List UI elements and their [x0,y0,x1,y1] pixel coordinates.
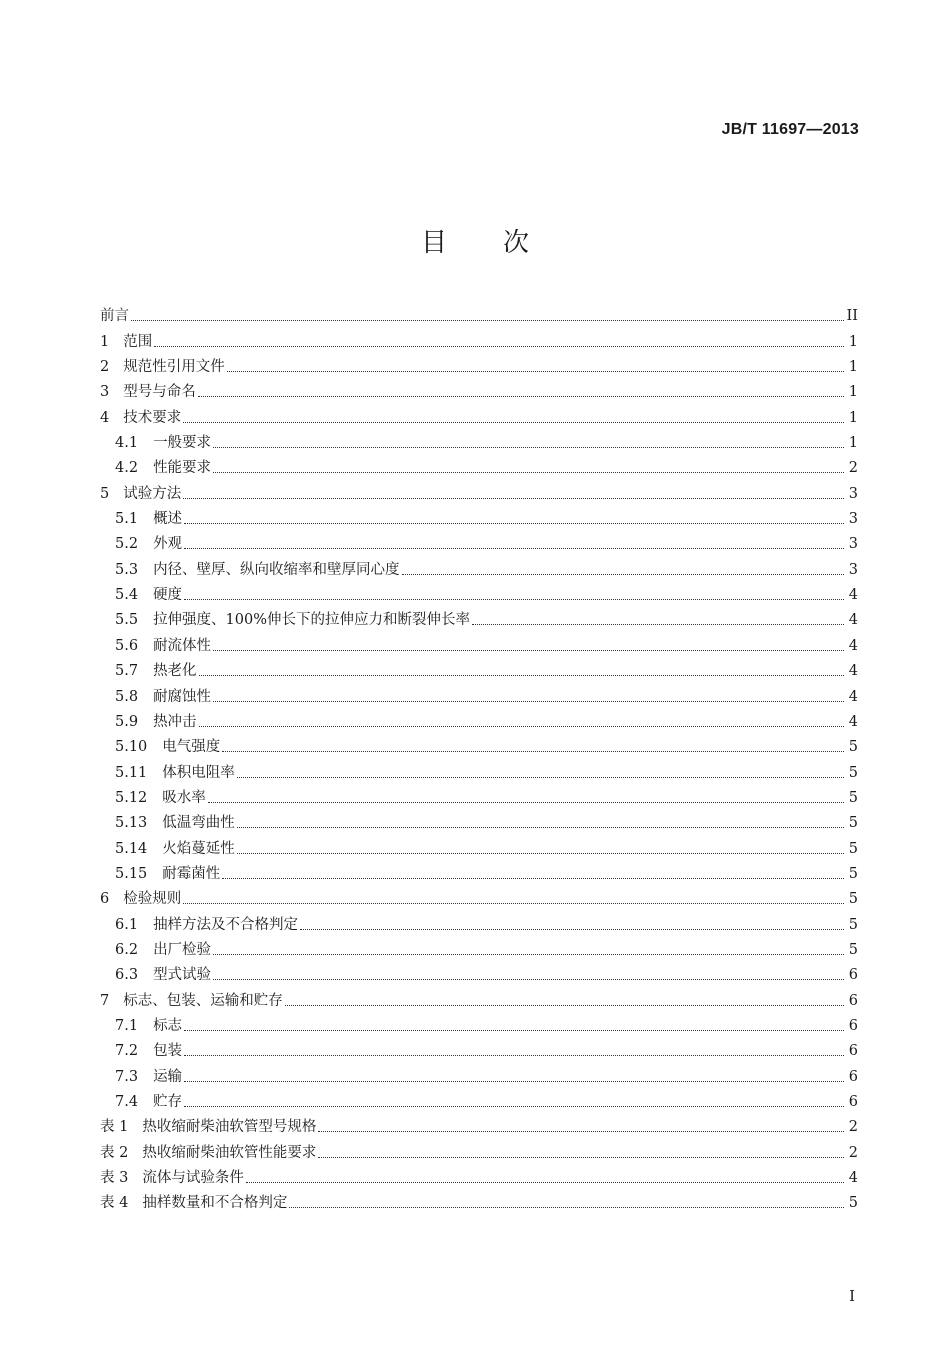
toc-entry-page: 6 [848,967,858,984]
toc-entry-label: 热冲击 [153,713,197,730]
toc-dot-leader [237,827,844,828]
toc-entry-number: 4 [100,409,110,426]
toc-entry[interactable] [100,756,858,781]
toc-entry-label: 检验规则 [123,891,182,908]
toc-dot-leader [227,371,844,372]
toc-dot-leader [472,624,844,625]
toc-entry-page: 4 [848,688,858,705]
toc-dot-leader [199,675,844,676]
toc-entry-number: 5 [100,485,110,502]
toc-entry-label: 拉伸强度、100%伸长下的拉伸应力和断裂伸长率 [153,612,471,629]
toc-dot-leader [184,548,844,549]
toc-entry[interactable] [100,427,858,452]
toc-dot-leader [184,1055,844,1056]
toc-entry-label: 标志 [153,1017,183,1034]
toc-dot-leader [213,447,844,448]
toc-entry[interactable] [100,680,858,705]
toc-entry[interactable] [100,782,858,807]
toc-entry-label: 火焰蔓延性 [162,840,235,857]
toc-entry-label: 流体与试验条件 [142,1170,244,1187]
toc-dot-leader [213,472,844,473]
toc-dot-leader [213,979,844,980]
toc-entry-page: 5 [848,815,858,832]
toc-dot-leader [131,320,844,321]
toc-entry-number: 5.4 [115,587,139,604]
toc-entry-label: 型式试验 [153,967,212,984]
toc-entry-number: 5.13 [115,815,148,832]
toc-entry-number: 5.6 [115,637,139,654]
toc-entry-number: 7.3 [115,1068,139,1085]
toc-entry[interactable] [100,1010,858,1035]
page-title: 目次 [420,228,585,258]
standard-code: JB/T 11697—2013 [721,121,859,138]
toc-entry[interactable] [100,351,858,376]
toc-entry-label: 热老化 [153,663,197,680]
toc-entry[interactable] [100,984,858,1009]
toc-entry-page: 4 [848,713,858,730]
toc-entry-label: 耐霉菌性 [162,865,221,882]
toc-entry[interactable] [100,1162,858,1187]
toc-dot-leader [289,1207,844,1208]
toc-entry[interactable] [100,832,858,857]
toc-entry-number: 5.11 [115,764,148,781]
toc-entry-number: 5.7 [115,663,139,680]
toc-entry[interactable] [100,731,858,756]
toc-entry-number: 表 2 [100,1144,129,1161]
toc-entry-number: 表 1 [100,1119,129,1136]
toc-entry-number: 5.1 [115,511,139,528]
toc-entry-number: 表 4 [100,1195,129,1212]
toc-entry-page: 4 [848,663,858,680]
toc-entry-page: 5 [848,739,858,756]
toc-dot-leader [213,650,844,651]
toc-entry[interactable] [100,579,858,604]
toc-dot-leader [318,1157,844,1158]
toc-entry-label: 包装 [153,1043,183,1060]
toc-entry-page: 3 [848,536,858,553]
toc-entry-page: 1 [848,435,858,452]
toc-dot-leader [402,574,844,575]
toc-entry[interactable] [100,1136,858,1161]
toc-entry[interactable] [100,706,858,731]
toc-entry-label: 体积电阻率 [162,764,235,781]
toc-entry-label: 外观 [153,536,183,553]
toc-dot-leader [198,396,844,397]
toc-dot-leader [199,726,844,727]
toc-entry-page: 5 [848,941,858,958]
page-number: I [849,1287,855,1305]
toc-entry-page: 3 [848,485,858,502]
toc-dot-leader [285,1005,844,1006]
toc-entry-page: II [846,308,858,325]
toc-dot-leader [318,1131,844,1132]
toc-entry-number: 1 [100,333,110,350]
toc-entry[interactable] [100,528,858,553]
toc-dot-leader [222,878,844,879]
toc-entry[interactable] [100,883,858,908]
toc-entry-number: 5.10 [115,739,148,756]
toc-entry-label: 热收缩耐柴油软管型号规格 [142,1119,317,1136]
toc-dot-leader [154,346,844,347]
toc-entry-page: 3 [848,561,858,578]
toc-entry-page: 4 [848,587,858,604]
toc-entry-label: 一般要求 [153,435,212,452]
toc-entry-number: 5.12 [115,789,148,806]
toc-entry-page: 1 [848,359,858,376]
toc-entry-number: 5.9 [115,713,139,730]
toc-dot-leader [213,954,844,955]
toc-entry[interactable] [100,477,858,502]
toc-entry[interactable] [100,959,858,984]
toc-entry-page: 4 [848,1170,858,1187]
toc-entry-page: 1 [848,409,858,426]
toc-entry[interactable] [100,553,858,578]
toc-entry-number: 7 [100,992,110,1009]
toc-entry-number: 7.4 [115,1094,139,1110]
toc-dot-leader [208,802,844,803]
toc-dot-leader [184,523,844,524]
toc-entry-page: 5 [848,916,858,933]
toc-entry[interactable] [100,1086,858,1111]
toc-entry-label: 内径、壁厚、纵向收缩率和壁厚同心度 [153,561,400,578]
toc-entry-label: 抽样方法及不合格判定 [153,916,299,933]
toc-dot-leader [183,422,844,423]
toc-entry-page: 6 [848,1094,858,1110]
toc-entry-page: 5 [848,789,858,806]
toc-entry[interactable] [100,401,858,426]
toc-entry[interactable] [100,1187,858,1212]
table-of-contents [100,300,858,1212]
toc-entry[interactable] [100,503,858,528]
toc-entry-label: 试验方法 [123,485,182,502]
toc-entry[interactable] [100,629,858,654]
toc-dot-leader [184,599,844,600]
toc-entry-label: 性能要求 [153,460,212,477]
toc-entry-page: 6 [848,1043,858,1060]
toc-dot-leader [184,1081,844,1082]
toc-entry[interactable] [100,858,858,883]
toc-entry-page: 2 [848,460,858,477]
toc-entry-page: 3 [848,511,858,528]
toc-entry[interactable] [100,1111,858,1136]
toc-entry-page: 4 [848,612,858,629]
toc-entry-label: 吸水率 [162,789,206,806]
toc-entry-number: 6.2 [115,941,139,958]
toc-entry[interactable] [100,325,858,350]
toc-entry-number: 4.1 [115,435,139,452]
toc-entry[interactable] [100,655,858,680]
toc-entry[interactable] [100,376,858,401]
toc-entry-label: 运输 [153,1068,183,1085]
toc-entry-number: 6.1 [115,916,139,933]
toc-entry[interactable] [100,1060,858,1085]
toc-entry-page: 6 [848,992,858,1009]
toc-entry-label: 低温弯曲性 [162,815,235,832]
toc-entry[interactable] [100,300,858,325]
toc-entry-page: 6 [848,1017,858,1034]
toc-entry-number: 5.8 [115,688,139,705]
toc-entry-page: 5 [848,840,858,857]
toc-dot-leader [222,751,844,752]
toc-entry[interactable] [100,934,858,959]
toc-entry[interactable] [100,1035,858,1060]
toc-entry-page: 2 [848,1144,858,1161]
toc-entry-label: 概述 [153,511,183,528]
toc-entry-number: 5.15 [115,865,148,882]
toc-entry-label: 范围 [123,333,153,350]
toc-entry-label: 技术要求 [123,409,182,426]
toc-entry-number: 6 [100,891,110,908]
toc-entry-page: 5 [848,1195,858,1212]
toc-entry-label: 抽样数量和不合格判定 [142,1195,288,1212]
toc-entry-page: 5 [848,865,858,882]
toc-entry-label: 耐腐蚀性 [153,688,212,705]
toc-entry-label: 标志、包装、运输和贮存 [123,992,283,1009]
toc-entry-number: 7.1 [115,1017,139,1034]
toc-entry-label: 贮存 [153,1094,183,1110]
toc-entry-page: 6 [848,1068,858,1085]
toc-dot-leader [300,929,844,930]
toc-entry-label: 耐流体性 [153,637,212,654]
toc-entry-label: 电气强度 [162,739,221,756]
toc-entry-page: 4 [848,637,858,654]
toc-entry-number: 2 [100,359,110,376]
toc-entry[interactable] [100,604,858,629]
toc-dot-leader [237,853,844,854]
toc-entry-number: 7.2 [115,1043,139,1060]
toc-entry[interactable] [100,452,858,477]
toc-entry-label: 出厂检验 [153,941,212,958]
toc-entry-page: 1 [848,333,858,350]
toc-entry-number: 4.2 [115,460,139,477]
toc-dot-leader [184,1106,844,1107]
toc-entry-number: 3 [100,384,110,401]
toc-dot-leader [184,1030,844,1031]
toc-entry-number: 6.3 [115,967,139,984]
toc-dot-leader [213,701,844,702]
toc-entry-page: 1 [848,384,858,401]
toc-entry-label: 热收缩耐柴油软管性能要求 [142,1144,317,1161]
toc-entry-page: 5 [848,764,858,781]
toc-entry-page: 2 [848,1119,858,1136]
toc-entry-label: 前言 [100,308,129,325]
toc-entry-number: 5.14 [115,840,148,857]
toc-entry-page: 5 [848,891,858,908]
toc-entry-number: 5.2 [115,536,139,553]
toc-dot-leader [246,1182,844,1183]
toc-dot-leader [183,903,844,904]
toc-entry-label: 硬度 [153,587,183,604]
toc-entry-number: 表 3 [100,1170,129,1187]
toc-entry[interactable] [100,807,858,832]
toc-entry-number: 5.5 [115,612,139,629]
toc-entry-label: 型号与命名 [123,384,196,401]
toc-entry-label: 规范性引用文件 [123,359,225,376]
toc-dot-leader [237,777,844,778]
toc-dot-leader [183,498,844,499]
toc-entry[interactable] [100,908,858,933]
toc-entry-number: 5.3 [115,561,139,578]
